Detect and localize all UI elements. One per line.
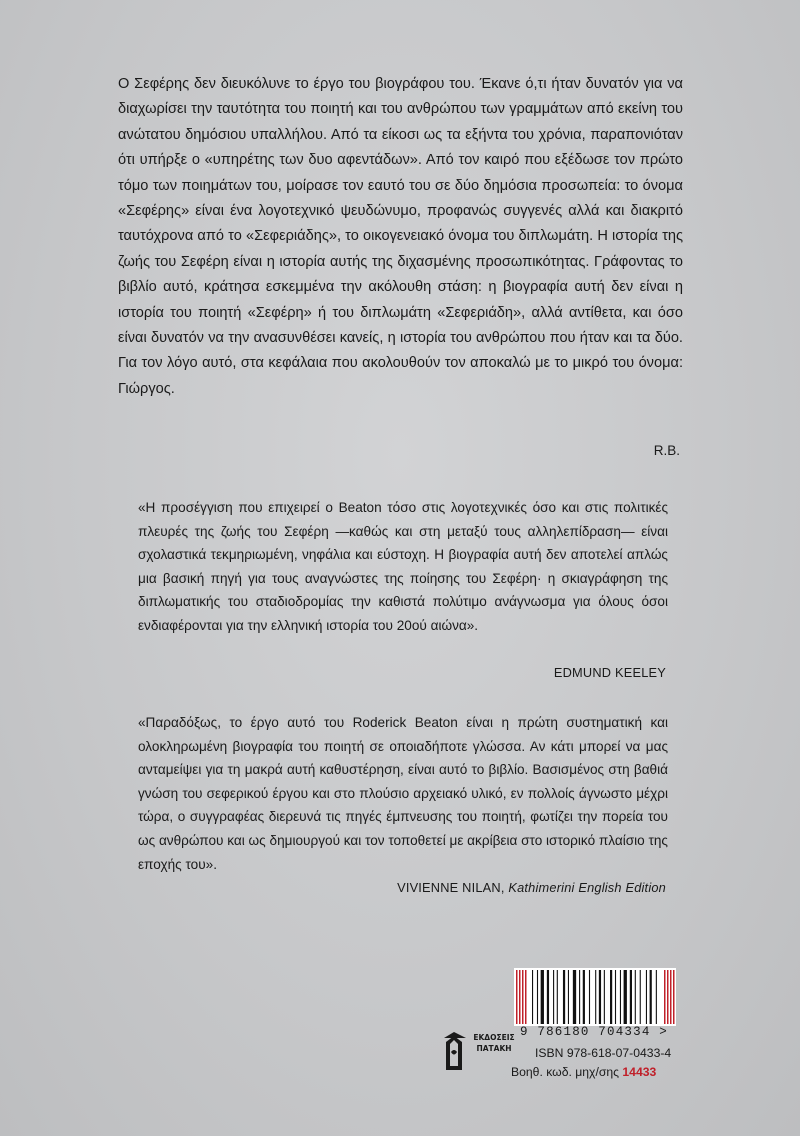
barcode-bar — [595, 970, 596, 1024]
barcode-bar — [656, 970, 657, 1024]
machine-code-line — [511, 1065, 656, 1079]
barcode-bar — [664, 970, 666, 1024]
review-quote-2-author: VIVIENNE NILAN, — [397, 880, 509, 895]
review-quote-2-text: «Παραδόξως, το έργο αυτό του Roderick Beaton είναι η πρώτη συστηματική και ολοκληρωμένη βιογραφία του ποιητή σε οποιαδήποτε γλώσσα. Αν κάτι μπορεί να μας ανταμείψει για τη μακρά αυτή καθυστέρηση, είναι αυτό το βιβλίο. Βασισμένος στη βαθιά γνώση του σεφερικού έργου και στο πλούσιο αρχειακό υλικό, εν πολλοίς άγνωστο μέχρι τώρα, ο συγγραφέας διερευνά τις πηγές έμπνευσης του ποιητή, φωτίζει την πορεία του ως ανθρώπου και ως δημιουργού και τον τοποθετεί με ακρίβεια στο ιστορικό πλαίσιο της εποχής του». — [138, 715, 668, 872]
intro-paragraph: Ο Σεφέρης δεν διευκόλυνε το έργο του βιογράφου του. Έκανε ό,τι ήταν δυνατόν για να διαχωρίσει την ταυτότητα του ποιητή και του ανθρώπου των γραμμάτων από εκείνη του ανώτατου δημόσιου υπαλλήλου. Από τα είκοσι ως τα εξήντα του χρόνια, παραπονιόταν ότι υπήρξε ο «υπηρέτης των δυο αφεντάδων». Από τον καιρό που εξέδωσε τον πρώτο τόμο των ποιημάτων του, μοίρασε τον εαυτό του σε δύο δημόσια προσωπεία: το όνομα «Σεφέρης» είναι ένα λογοτεχνικό ψευδώνυμο, προφανώς συγγενές αλλά και διακριτό ταυτόχρονα από το «Σεφεριάδης», το οικογενειακό όνομα του διπλωμάτη. Η ιστορία της ζωής του Σεφέρη είναι η ιστορία αυτής της διχασμένης προσωπικότητας. Γράφοντας το βιβλίο αυτό, κράτησα εσκεμμένα την ακόλουθη στάση: η βιογραφία αυτή δεν είναι η ιστορία του ποιητή «Σεφέρη» ή του διπλωμάτη «Σεφεριάδη», αλλά αντίθετα, και όσο είναι δυνατόν να την ανασυνθέσει κανείς, η ιστορία του ανθρώπου που ήταν και τα δύο. Για τον λόγο αυτό, στα κεφάλαια που ακολουθούν τον αποκαλώ με το μικρό του όνομα: Γιώργος. — [118, 76, 683, 397]
barcode-bar — [563, 970, 565, 1024]
barcode-bar — [525, 970, 527, 1024]
machine-code-label: Βοηθ. κωδ. μηχ/σης — [511, 1065, 623, 1079]
review-quote-1-attribution — [554, 665, 666, 680]
barcode-bar — [667, 970, 669, 1024]
barcode-bar — [650, 970, 652, 1024]
barcode-bar — [532, 970, 533, 1024]
barcode-bar — [519, 970, 521, 1024]
barcode-bar — [670, 970, 672, 1024]
barcode-digits: 9 786180 704334 > — [520, 1025, 668, 1039]
publisher-name-line1: ΕΚΔΟΣΕΙΣ — [473, 1033, 515, 1042]
barcode-bar — [646, 970, 647, 1024]
review-quote-1-author: EDMUND KEELEY — [553, 665, 666, 680]
barcode-bar — [583, 970, 585, 1024]
barcode-bar — [599, 970, 601, 1024]
barcode-bar — [579, 970, 580, 1024]
barcode-bar — [589, 970, 590, 1024]
barcode-bar — [604, 970, 605, 1024]
barcode-bar — [630, 970, 632, 1024]
barcode-bars — [514, 968, 676, 1026]
barcode-bar — [522, 970, 524, 1024]
barcode-bar — [541, 970, 544, 1024]
barcode-bar — [516, 970, 518, 1024]
publisher-name — [472, 1032, 516, 1054]
barcode-bar — [615, 970, 616, 1024]
review-quote-2-attribution — [397, 880, 666, 895]
publisher-name-line2: ΠΑΤΑΚΗ — [476, 1044, 512, 1053]
intro-text — [118, 72, 683, 402]
review-quote-1-text: «Η προσέγγιση που επιχειρεί ο Beaton τόσο στις λογοτεχνικές όσο και στις πολιτικές πλευρές της ζωής του Σεφέρη —καθώς και στη μεταξύ τους αλληλεπίδραση— είναι σχολαστικά τεκμηριωμένη, νηφάλια και εύστοχη. Η βιογραφία αυτή δεν αποτελεί απλώς μια βασική πηγή για τους αναγνώστες της ποίησης του Σεφέρη· η σκιαγράφηση της διπλωματικής του σταδιοδρομίας την καθιστά πολύτιμο ανάγνωσμα για όλους όσοι ενδιαφέρονται για την ελληνική ιστορία του 20ού αιώνα». — [138, 500, 668, 633]
barcode-bar — [620, 970, 621, 1024]
barcode-bar — [547, 970, 549, 1024]
review-quote-2 — [138, 711, 668, 876]
barcode-bar — [557, 970, 558, 1024]
barcode-bar — [537, 970, 538, 1024]
isbn: ISBN 978-618-07-0433-4 — [535, 1046, 672, 1060]
barcode-bar — [568, 970, 569, 1024]
review-quote-1 — [138, 496, 668, 638]
machine-code-number: 14433 — [622, 1065, 657, 1079]
barcode-bar — [640, 970, 641, 1024]
barcode-bar — [624, 970, 627, 1024]
barcode-bar — [635, 970, 636, 1024]
barcode — [514, 968, 676, 1026]
intro-signoff: R.B. — [653, 443, 680, 458]
barcode-bar — [553, 970, 554, 1024]
review-quote-2-source: Kathimerini English Edition — [508, 880, 666, 895]
barcode-bar — [610, 970, 612, 1024]
barcode-bar — [673, 970, 675, 1024]
barcode-bar — [573, 970, 576, 1024]
